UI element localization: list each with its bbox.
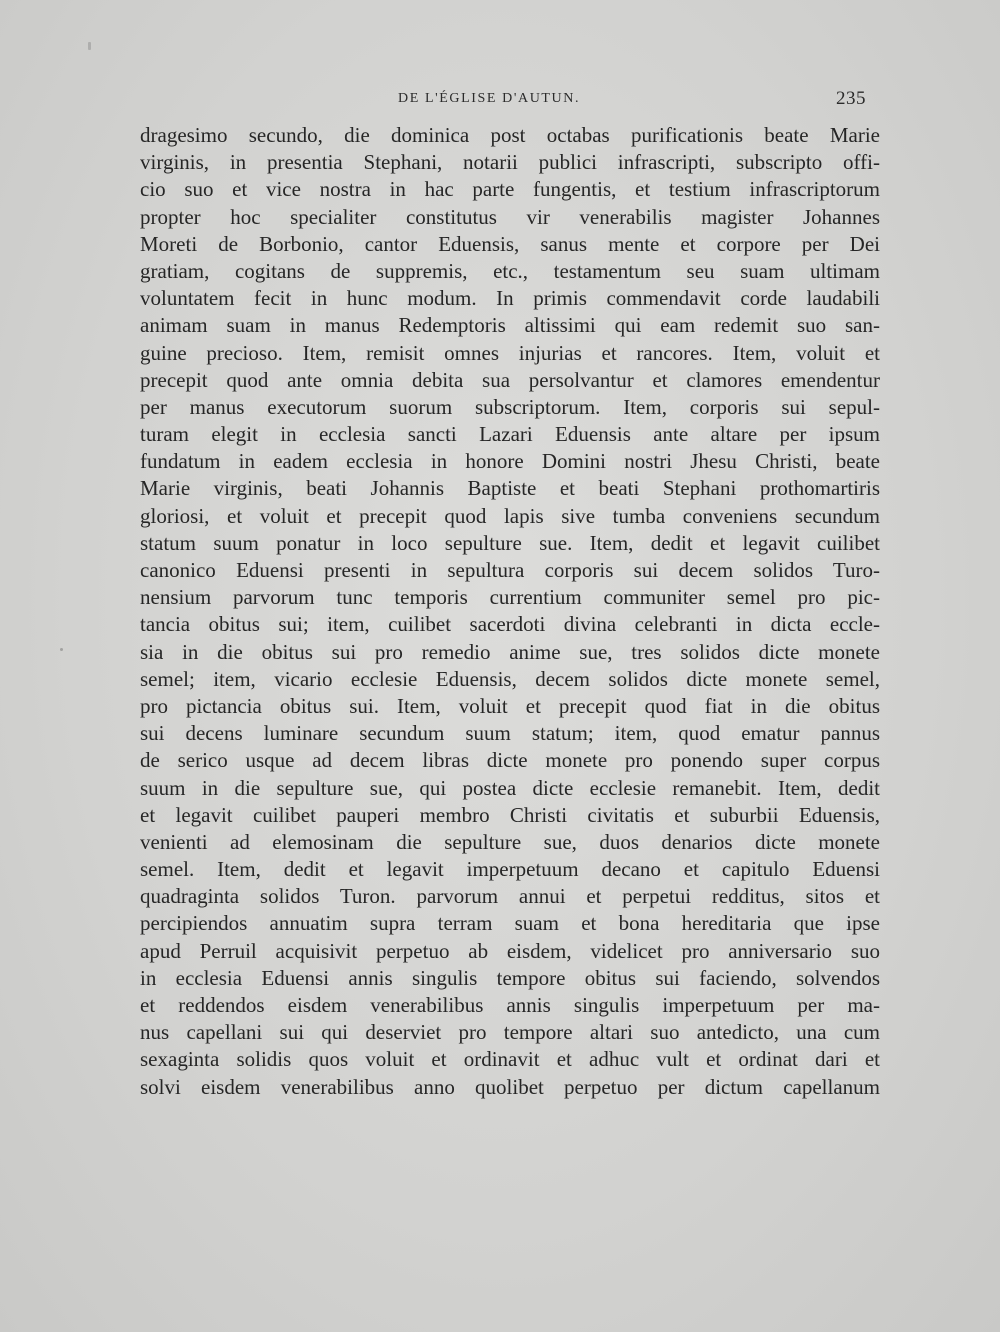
text-line: tancia obitus sui; item, cuilibet sacerdoti divina celebranti in dicta eccle- xyxy=(140,612,880,637)
text-line: in ecclesia Eduensi annis singulis tempore obitus sui faciendo, solvendos xyxy=(140,965,880,990)
text-line: venienti ad elemosinam die sepulture sue, duos denarios dicte monete xyxy=(140,829,880,854)
running-head xyxy=(140,88,880,112)
text-line: cio suo et vice nostra in hac parte fungentis, et testium infrascriptorum xyxy=(140,177,880,202)
text-line: guine precioso. Item, remisit omnes injurias et rancores. Item, voluit et xyxy=(140,340,880,365)
text-line: solvi eisdem venerabilibus anno quolibet perpetuo per dictum capellanum xyxy=(140,1074,880,1099)
text-line: precepit quod ante omnia debita sua persolvantur et clamores emendentur xyxy=(140,367,880,392)
paper-blemish xyxy=(60,648,63,651)
text-line: gloriosi, et voluit et precepit quod lapis sive tumba conveniens secundum xyxy=(140,503,880,528)
text-line: sui decens luminare secundum suum statum; item, quod ematur pannus xyxy=(140,721,880,746)
text-line: statum suum ponatur in loco sepulture sue. Item, dedit et legavit cuilibet xyxy=(140,530,880,555)
text-line: de serico usque ad decem libras dicte monete pro ponendo super corpus xyxy=(140,748,880,773)
running-title: DE L'ÉGLISE D'AUTUN. xyxy=(398,91,581,106)
text-line: gratiam, cogitans de suppremis, etc., testamentum seu suam ultimam xyxy=(140,258,880,283)
text-line: Marie virginis, beati Johannis Baptiste et beati Stephani prothomartiris xyxy=(140,476,880,501)
text-line: semel. Item, dedit et legavit imperpetuum decano et capitulo Eduensi xyxy=(140,857,880,882)
text-line: apud Perruil acquisivit perpetuo ab eisdem, videlicet pro anniversario suo xyxy=(140,938,880,963)
text-line: per manus executorum suorum subscriptorum. Item, corporis sui sepul- xyxy=(140,394,880,419)
text-line: fundatum in eadem ecclesia in honore Domini nostri Jhesu Christi, beate xyxy=(140,449,880,474)
text-line: animam suam in manus Redemptoris altissimi qui eam redemit suo san- xyxy=(140,313,880,338)
text-line: nensium parvorum tunc temporis currentium communiter semel pro pic- xyxy=(140,585,880,610)
text-line: semel; item, vicario ecclesie Eduensis, decem solidos dicte monete semel, xyxy=(140,666,880,691)
text-line: et reddendos eisdem venerabilibus annis singulis imperpetuum per ma- xyxy=(140,993,880,1017)
page-number: 235 xyxy=(836,88,866,109)
text-line: nus capellani sui qui deserviet pro tempore altari suo antedicto, una cum xyxy=(140,1020,880,1045)
text-line: suum in die sepulture sue, qui postea dicte ecclesie remanebit. Item, dedit xyxy=(140,775,880,800)
text-line: quadraginta solidos Turon. parvorum annui et perpetui redditus, sitos et xyxy=(140,884,880,909)
text-line: percipiendos annuatim supra terram suam et bona hereditaria que ipse xyxy=(140,911,880,936)
text-line: et legavit cuilibet pauperi membro Christi civitatis et suburbii Eduensis, xyxy=(140,802,880,827)
text-line: sia in die obitus sui pro remedio anime sue, tres solidos dicte monete xyxy=(140,639,880,664)
text-line: canonico Eduensi presenti in sepultura corporis sui decem solidos Turo- xyxy=(140,558,880,582)
text-line: voluntatem fecit in hunc modum. In primis commendavit corde laudabili xyxy=(140,286,880,311)
text-line: dragesimo secundo, die dominica post octabas purificationis beate Marie xyxy=(140,123,880,147)
text-line: sexaginta solidis quos voluit et ordinavit et adhuc vult et ordinat dari et xyxy=(140,1047,880,1072)
paper-blemish xyxy=(88,42,91,50)
body-text xyxy=(140,122,880,1101)
text-line: turam elegit in ecclesia sancti Lazari Eduensis ante altare per ipsum xyxy=(140,422,880,447)
text-line: Moreti de Borbonio, cantor Eduensis, sanus mente et corpore per Dei xyxy=(140,231,880,256)
text-line: propter hoc specialiter constitutus vir venerabilis magister Johannes xyxy=(140,204,880,229)
text-line: pro pictancia obitus sui. Item, voluit et precepit quod fiat in die obitus xyxy=(140,693,880,718)
text-line: virginis, in presentia Stephani, notarii publici infrascripti, subscripto offi- xyxy=(140,150,880,175)
